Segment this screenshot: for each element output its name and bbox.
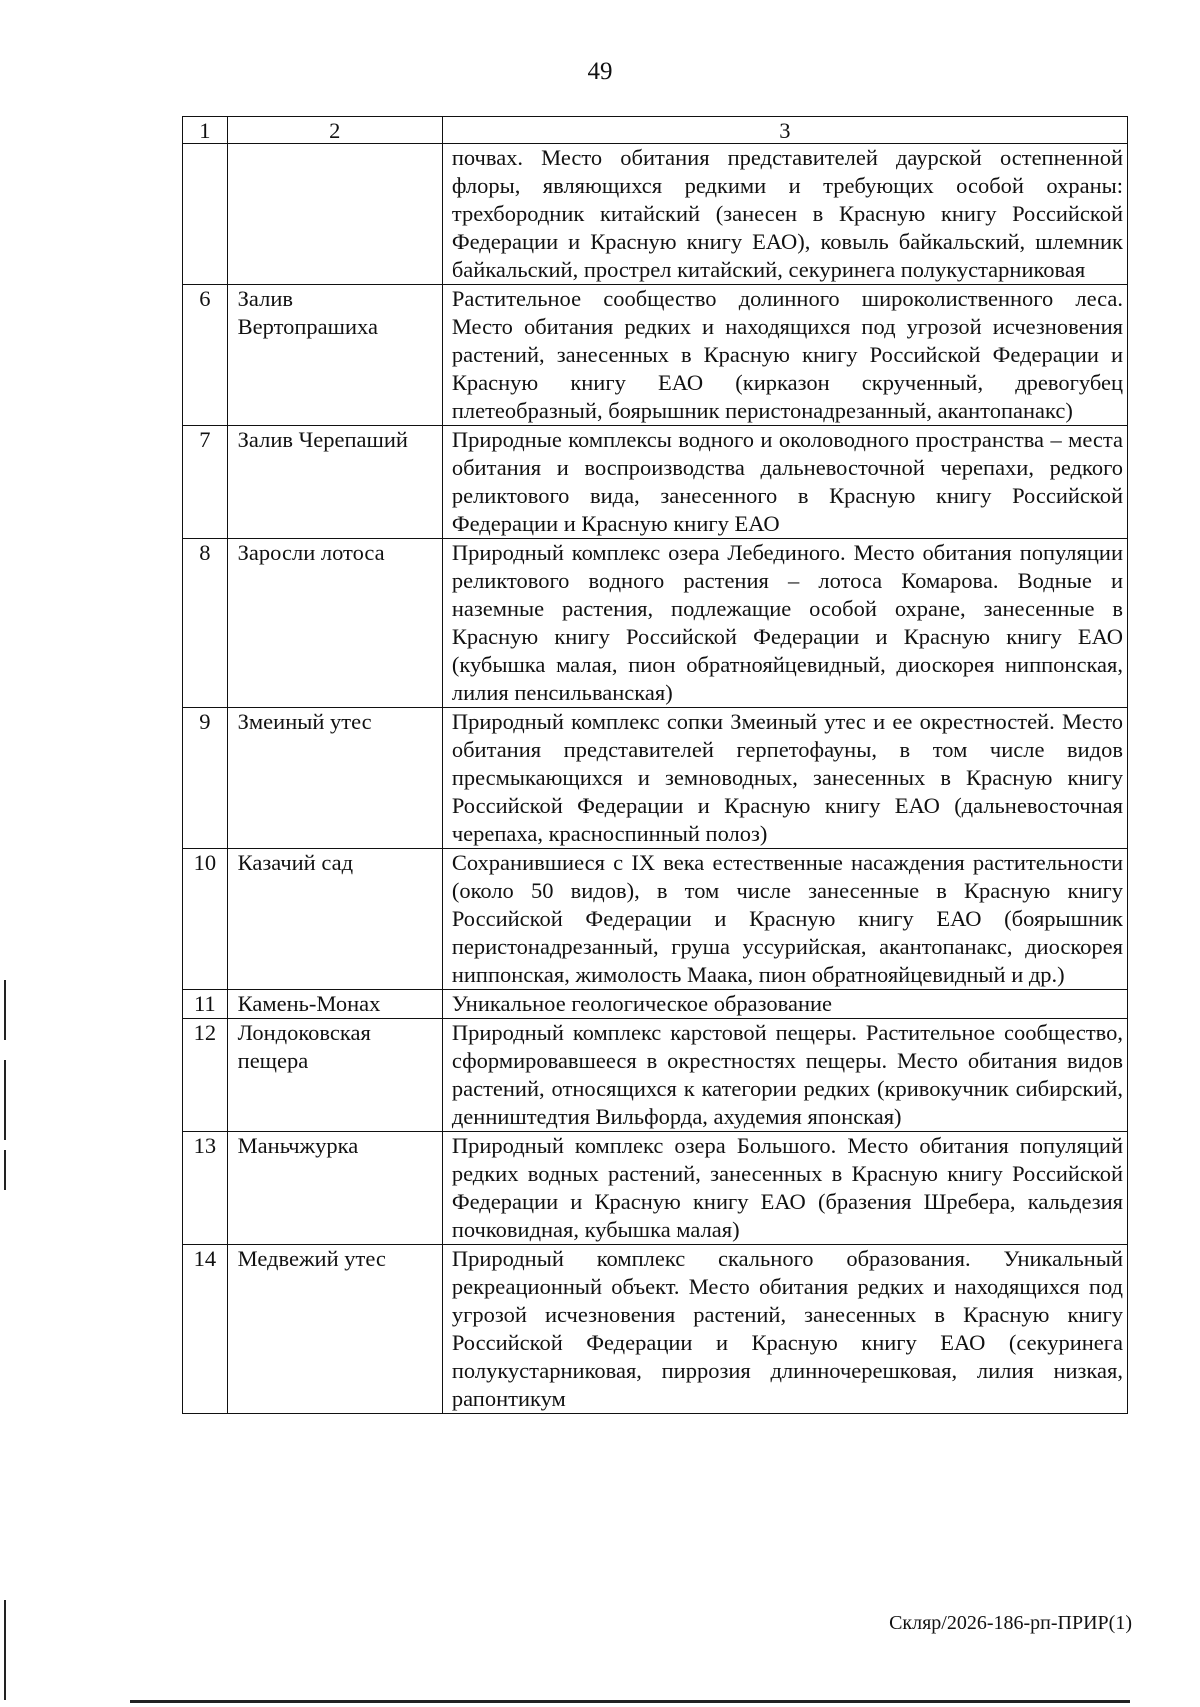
row-description: Растительное сообщество долинного широколиственного леса. Место обитания редких и находящихся под угрозой исчезновения растений, занесенных в Красную книгу Российской Федерации и Красную книгу ЕАО (кирказон скрученный, древогубец плетеобразный, боярышник перистонадрезанный, акантопанакс) [442, 285, 1127, 426]
table-row [183, 426, 1128, 539]
page-number: 49 [587, 58, 613, 85]
table-row [183, 144, 1128, 285]
scan-artifact [4, 1060, 6, 1140]
row-description: Природный комплекс озера Большого. Место обитания популяций редких водных растений, занесенных в Красную книгу Российской Федерации и Красную книгу ЕАО (бразения Шребера, кальдезия почковидная, кубышка малая) [442, 1132, 1127, 1245]
table-row [183, 990, 1128, 1019]
document-footer-code: Скляр/2026-186-рп-ПРИР(1) [889, 1612, 1132, 1634]
row-description: Природный комплекс сопки Змеиный утес и ее окрестностей. Место обитания представителей герпетофауны, в том числе видов пресмыкающихся и земноводных, занесенных в Красную книгу Российской Федерации и Красную книгу ЕАО (дальневосточная черепаха, красноспинный полоз) [442, 708, 1127, 849]
row-description: Природный комплекс карстовой пещеры. Растительное сообщество, сформировавшееся в окрестностях пещеры. Место обитания видов растений, относящихся к категории редких (кривокучник сибирский, денништедтия Вильфорда, ахудемия японская) [442, 1019, 1127, 1132]
row-number: 8 [183, 539, 228, 708]
row-number: 9 [183, 708, 228, 849]
row-description: почвах. Место обитания представителей даурской остепненной флоры, являющихся редкими и требующих особой охраны: трехбородник китайский (занесен в Красную книгу Российской Федерации и Красную книгу ЕАО), ковыль байкальский, шлемник байкальский, прострел китайский, секуринега полукустарниковая [442, 144, 1127, 285]
row-number: 14 [183, 1245, 228, 1414]
protected-areas-table [182, 116, 1128, 1414]
row-number: 7 [183, 426, 228, 539]
scan-artifact [130, 1700, 1130, 1703]
table-row [183, 849, 1128, 990]
row-description: Природные комплексы водного и околоводного пространства – места обитания и воспроизводства дальневосточной черепахи, редкого реликтового вида, занесенного в Красную книгу Российской Федерации и Красную книгу ЕАО [442, 426, 1127, 539]
row-number: 11 [183, 990, 228, 1019]
table-row [183, 1245, 1128, 1414]
row-description: Уникальное геологическое образование [442, 990, 1127, 1019]
row-name: Залив Черепаший [227, 426, 442, 539]
column-header-number: 1 [183, 117, 228, 144]
row-name [227, 144, 442, 285]
row-name: Заросли лотоса [227, 539, 442, 708]
row-number [183, 144, 228, 285]
row-description: Природный комплекс скального образования. Уникальный рекреационный объект. Место обитания редких и находящихся под угрозой исчезновения растений, занесенных в Красную книгу Российской Федерации и Красную книгу ЕАО (секуринега полукустарниковая, пиррозия длинночерешковая, лилия низкая, рапонтикум [442, 1245, 1127, 1414]
table-row [183, 708, 1128, 849]
row-name: Лондоковская пещера [227, 1019, 442, 1132]
table-row [183, 1019, 1128, 1132]
table-header-row [183, 117, 1128, 144]
column-header-description: 3 [442, 117, 1127, 144]
row-number: 12 [183, 1019, 228, 1132]
row-number: 13 [183, 1132, 228, 1245]
row-name: Медвежий утес [227, 1245, 442, 1414]
row-description: Природный комплекс озера Лебединого. Место обитания популяции реликтового водного растения – лотоса Комарова. Водные и наземные растения, подлежащие особой охране, занесенные в Красную книгу Российской Федерации и Красную книгу ЕАО (кубышка малая, пион обратнояйцевидный, диоскорея ниппонская, лилия пенсильванская) [442, 539, 1127, 708]
scan-artifact [4, 1600, 6, 1700]
row-name: Залив Вертопрашиха [227, 285, 442, 426]
row-number: 10 [183, 849, 228, 990]
table-row [183, 1132, 1128, 1245]
scan-artifact [4, 980, 6, 1040]
row-name: Камень-Монах [227, 990, 442, 1019]
table-row [183, 539, 1128, 708]
table-row [183, 285, 1128, 426]
row-name: Змеиный утес [227, 708, 442, 849]
row-description: Сохранившиеся с IX века естественные насаждения растительности (около 50 видов), в том числе занесенные в Красную книгу Российской Федерации и Красную книгу ЕАО (боярышник перистонадрезанный, груша уссурийская, акантопанакс, диоскорея ниппонская, жимолость Маака, пион обратнояйцевидный и др.) [442, 849, 1127, 990]
row-name: Казачий сад [227, 849, 442, 990]
column-header-name: 2 [227, 117, 442, 144]
row-number: 6 [183, 285, 228, 426]
scan-artifact [4, 1150, 6, 1190]
row-name: Маньчжурка [227, 1132, 442, 1245]
